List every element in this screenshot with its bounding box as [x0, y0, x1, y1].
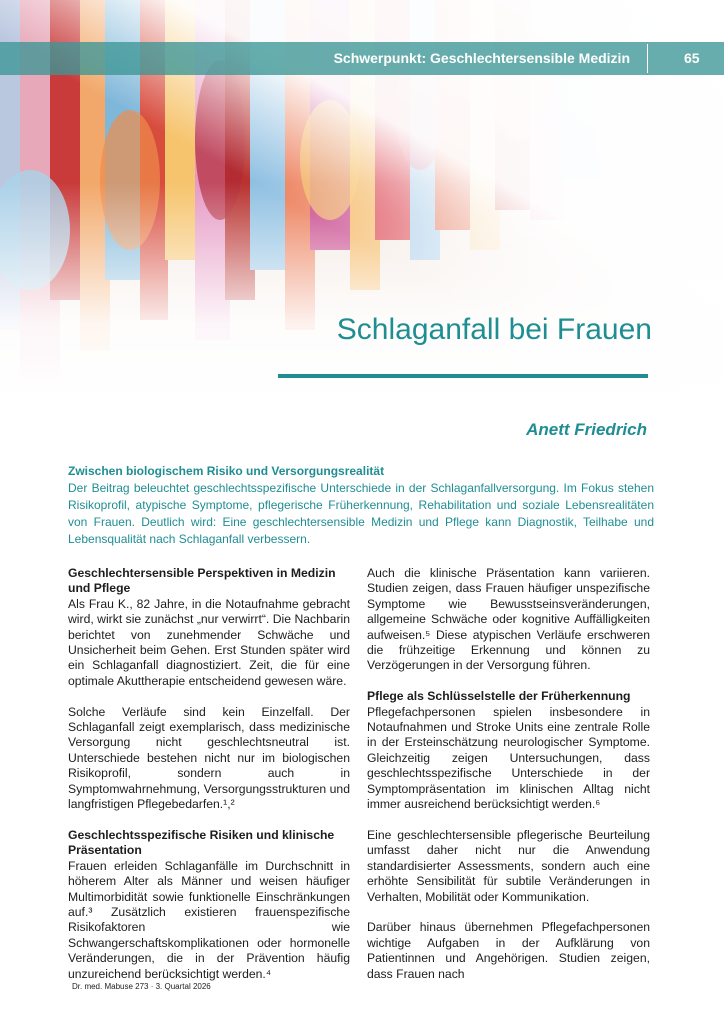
text-column-right: [367, 566, 650, 997]
paragraph: Darüber hinaus übernehmen Pflegefachpersonen wichtige Aufgaben in der Aufklärung von Patientinnen und Angehörigen. Studien zeigen, dass Frauen nach: [367, 920, 650, 981]
author-name: Anett Friedrich: [526, 420, 647, 439]
paragraph: Frauen erleiden Schlaganfälle im Durchschnitt in höherem Alter als Männer und weisen häufiger Multimorbidität sowie funktionelle Einschränkungen auf.³ Zusätzlich existieren frauenspezifische Risikofaktoren wie Schwangerschaftskomplikationen oder hormonelle Veränderungen, die in der Prävention häufig unzureichend berücksichtigt werden.⁴: [68, 858, 350, 981]
article-title: Schlaganfall bei Frauen: [336, 313, 652, 346]
article-lead: [68, 463, 654, 548]
page-footer: Dr. med. Mabuse 273 · 3. Quartal 2026: [72, 982, 211, 991]
paragraph: Eine geschlechtersensible pflegerische Beurteilung umfasst daher nicht nur die Anwendung standardisierter Assessments, sondern auch eine erhöhte Sensibilität für subtile Veränderungen in Verhalten, Mobilität oder Kommunikation.: [367, 827, 650, 904]
section-header-bar: [0, 42, 724, 75]
section-title: Schwerpunkt: Geschlechtersensible Medizin: [333, 50, 630, 66]
section-heading: Geschlechtersensible Perspektiven in Medizin und Pflege: [68, 566, 336, 596]
header-divider: [647, 44, 648, 73]
section-heading: Geschlechtsspezifische Risiken und klinische Präsentation: [68, 827, 335, 858]
page-number: 65: [684, 50, 700, 66]
lead-text: Der Beitrag beleuchtet geschlechtsspezifische Unterschiede in der Schlaganfallversorgung. Im Fokus stehen Risikoprofil, atypische Symptome, pflegerische Früherkennung, Rehabilitation und soziale Lebensrealitäten von Frauen. Deutlich wird: Eine geschlechtersensible Medizin und Pflege kann Diagnostik, Teilhabe und Lebensqualität nach Schlaganfall verbessern.: [68, 481, 654, 546]
lead-title: Zwischen biologischem Risiko und Versorgungsrealität: [68, 464, 385, 478]
paragraph: Solche Verläufe sind kein Einzelfall. Der Schlaganfall zeigt exemplarisch, dass medizinische Versorgung nicht geschlechtsneutral ist. Unterschiede bestehen nicht nur im biologischen Risikoprofil, sondern auch in Symptomwahrnehmung, Versorgungsstrukturen und langfristigen Pflegebedarfen.¹,²: [68, 704, 350, 812]
paragraph: Auch die klinische Präsentation kann variieren. Studien zeigen, dass Frauen häufiger unspezifische Symptome wie Bewusstseinsveränderungen, allgemeine Schwäche oder kognitive Auffälligkeiten aufweisen.⁵ Diese atypischen Verläufe erschweren die frühzeitige Erkennung und können zu Verzögerungen in der Versorgung führen.: [367, 566, 650, 673]
section-heading: Pflege als Schlüsselstelle der Früherkennung: [367, 689, 631, 704]
text-column-left: [68, 566, 350, 997]
paragraph: Pflegefachpersonen spielen insbesondere in Notaufnahmen und Stroke Units eine zentrale Rolle in der Ersteinschätzung neurologischer Symptome. Gleichzeitig zeigen Untersuchungen, dass geschlechtsspezifische Unterschiede in der Symptompräsentation im klinischen Alltag nicht immer ausreichend berücksichtigt werden.⁶: [367, 704, 650, 812]
title-underline: [278, 374, 648, 378]
paragraph: Als Frau K., 82 Jahre, in die Notaufnahme gebracht wird, wirkt sie zunächst „nur verwirrt“. Die Nachbarin berichtet von zunehmender Schwäche und Unsicherheit beim Gehen. Erst Stunden später wird ein Schlaganfall diagnostiziert. Zeit, die für eine optimale Akuttherapie entscheidend gewesen wäre.: [68, 596, 350, 688]
